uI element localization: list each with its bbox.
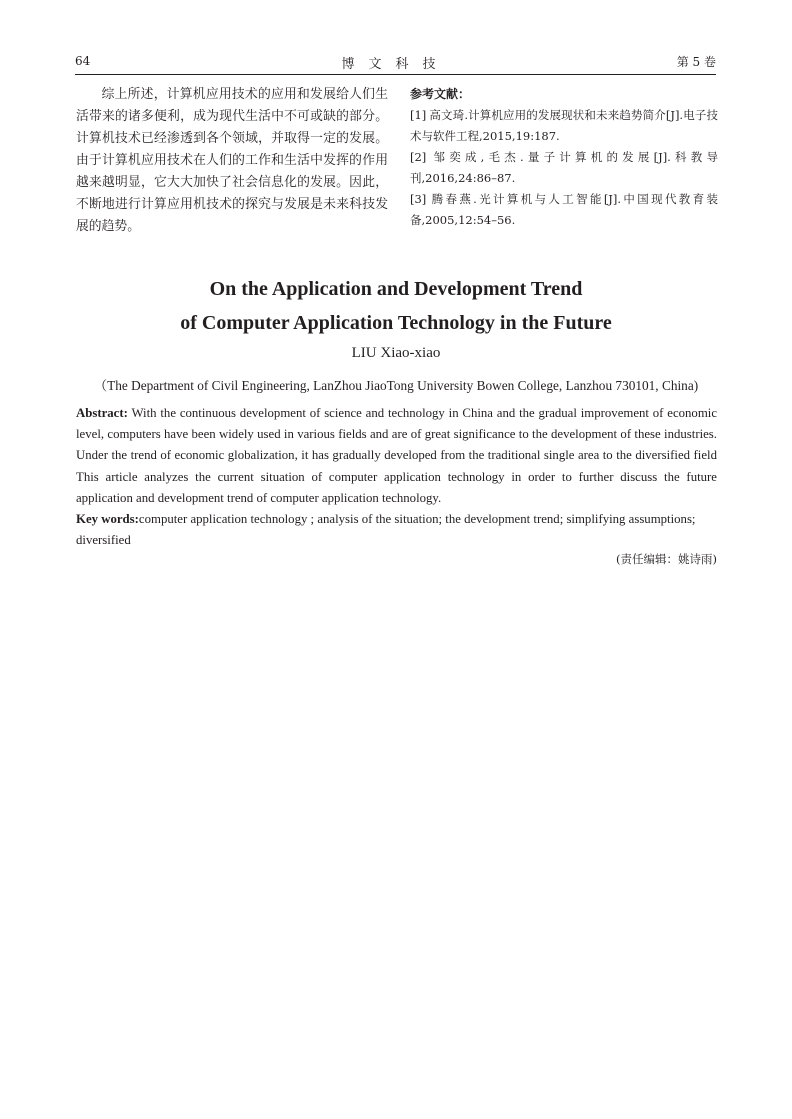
volume-label: 第 5 卷 [676, 55, 716, 69]
body-paragraph: 综上所述，计算机应用技术的应用和发展给人们生活带来的诸多便利，成为现代生活中不可或缺的部分。计算机技术已经渗透到各个领域，并取得一定的发展。由于计算机应用技术在人们的工作和生活中发挥的作用越来越明显，它大大加快了社会信息化的发展。因此，不断地进行计算应用机技术的探究与发展是未来科技发展的趋势。 [76, 87, 388, 234]
reference-item [410, 147, 718, 189]
editor-note: (责任编辑：姚诗雨) [616, 552, 717, 566]
reference-text: 腾春燕.光计算机与人工智能[J].中国现代教育装备,2005,12:54–56. [410, 192, 718, 227]
keywords [76, 509, 717, 551]
keywords-label: Key words: [76, 512, 139, 526]
reference-number: [1] [410, 108, 427, 122]
reference-number: [2] [410, 150, 427, 164]
abstract-label: Abstract: [76, 406, 128, 420]
english-title-line-1: On the Application and Development Trend [209, 278, 583, 300]
reference-text: 邹奕成,毛杰.量子计算机的发展[J].科教导刊,2016,24:86–87. [410, 150, 718, 185]
references-title: 参考文献： [410, 87, 471, 101]
reference-item [410, 189, 718, 231]
page-number: 64 [75, 54, 91, 68]
abstract-text: With the continuous development of science and technology in China and the gradual improvement of economic level, computers have been widely used in various fields and are of great significance to the development of these industries. Under the trend of economic globalization, it has gradually developed from the traditional single area to the diversified field This article analyzes the current situation of computer application technology in order to further discuss the future application and development trend of computer application technology. [76, 406, 718, 505]
keywords-text: computer application technology ; analysis of the situation; the development trend; simplifying assumptions; diversified [76, 512, 696, 548]
running-header [75, 52, 716, 75]
reference-item [410, 105, 718, 147]
author-name: LIU Xiao-xiao [351, 345, 441, 361]
reference-text: 高文琦.计算机应用的发展现状和未来趋势简介[J].电子技术与软件工程,2015,19:187. [410, 108, 718, 143]
english-title-line-2: of Computer Application Technology in the Future [180, 312, 612, 334]
author-affiliation: （The Department of Civil Engineering, LanZhou JiaoTong University Bowen College, Lanzhou 730101, China) [93, 378, 699, 393]
references-section [410, 84, 718, 231]
reference-number: [3] [410, 192, 427, 206]
journal-name: 博文科技 [341, 57, 450, 72]
abstract [76, 403, 717, 509]
